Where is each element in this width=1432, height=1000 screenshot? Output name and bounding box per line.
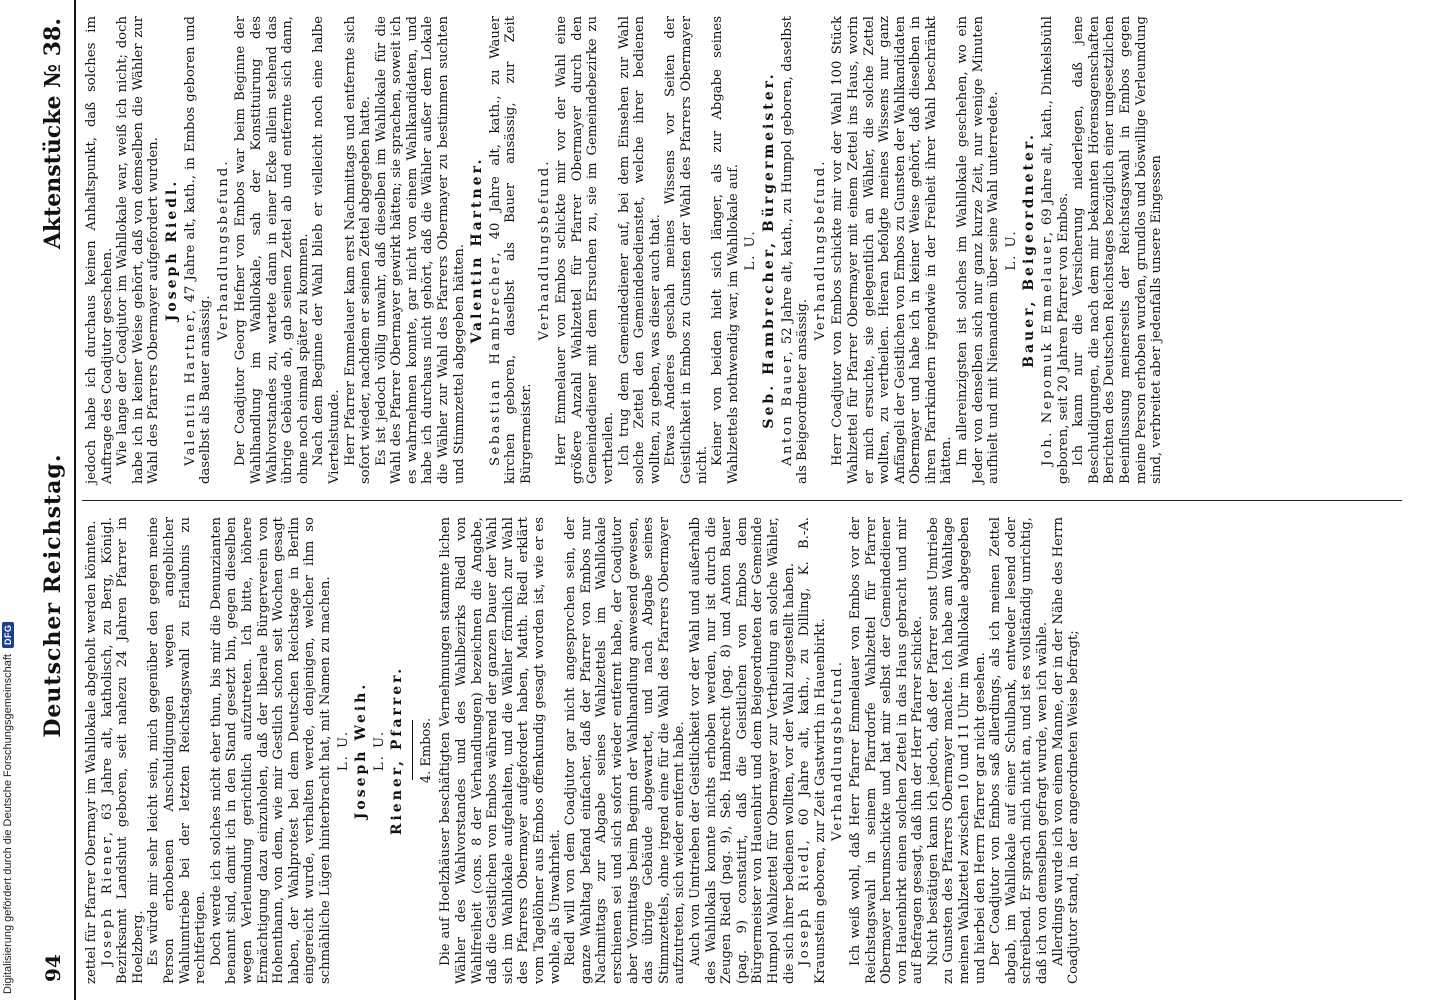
section-label: Aktenstücke № 38. [40, 18, 66, 250]
paragraph: Nicht bestätigen kann ich jedoch, daß der Pfarrer sonst Umtriebe zu Gunsten des Pfarrers Obermayer machte. Ich habe am Wahltage meinen Wahlzettel zwischen 10 und 11 Uhr im Wahllokale abgegeben und hierbei den Herrn Pfarrer gar nicht gesehen. [925, 517, 988, 984]
signature: Joseph Weih. [353, 681, 370, 820]
dfg-logo: DFG [2, 622, 14, 649]
paragraph: Allerdings wurde ich von einem Manne, der in der Nähe des Herrn Coadjutor stand, in der angeordneten Weise befragt; [1050, 517, 1082, 984]
paragraph: Nach dem Beginne der Wahl blieb er vielleicht noch eine halbe Viertelstunde. [311, 16, 342, 484]
witness-entry [183, 16, 214, 484]
paragraph: Auch von Umtrieben der Geistlichkeit vor der Wahl und außerhalb des Wahllokals konnte nichts erhoben werden, nur ist durch die Zeugen Riedl (pag. 9), Seb. Hambrecht (pag. 8) und Anton Bauer (pag. 9) constatirt, daß die Geistlichen von Embos dem Bürgermeister von Hauenbirt und dem Beigeordneten der Gemeinde Humpol Wahlzettel für Obermayer zur Vertheilung an solche Wähler, die sich ihrer bedienen wollten, vor der Wahl zugestellt haben. [687, 517, 797, 984]
seal-mark: L. U. [743, 229, 759, 271]
seal-mark: L. U. [335, 729, 351, 772]
digitization-credit [0, 0, 16, 1000]
witness-text: 60 Jahre alt, kath., zu Dilling, K. B.-A. Kraunstein geboren, zur Zeit Gastwirth in Hauenbirkt. [797, 517, 828, 984]
left-column [82, 500, 1402, 1000]
verhandlung-label: Verhandlungsbefund. [812, 159, 828, 341]
page-header [32, 0, 76, 1000]
paragraph: Etwas Anderes geschah meines Wissens vor Seiten der Geistlichkeit in Embos zu Gunsten der Wahl des Pfarrers Obermayer nicht. [663, 16, 710, 484]
witness-text: 40 Jahre alt, kath., zu Wauer kirchen geboren, daselbst als Bauer ansässig, zur Zeit Bürgermeister. [487, 15, 535, 484]
paragraph: Wie lange der Coadjutor im Wahllokale war, weiß ich nicht; doch habe ich in keiner Weise gehört, daß von demselben die Wähler zur Wahl des Pfarrers Obermayer aufgefordert wurden. [115, 16, 162, 484]
witness-text: 69 Jahre alt, kath., Dinkelsbühl geboren, seit 20 Jahren Pfarrer von Embos. [1040, 16, 1071, 484]
witness-text: 52 Jahre alt, kath., zu Humpol geboren, daselbst als Beigeordneter ansässig. [779, 16, 811, 484]
paragraph: Herr Coadjutor von Embos schickte mir vor der Wahl 100 Stück Wahlzettel für Pfarrer Obermayer mit einem Zettel ins Haus, worin er mich ersuchte, sie gelegentlich an Wähler, die solche Zettel wollten, zu vertheilen. Hieran befolgte meines Wissens nur ganz Anfängeli der Geistlichen von Embos zu Gunsten der Wahlkandidaten Obermayer und habe ich in keiner Weise gehört, daß dieselben in ihren Pfarrkindern irgendwie in der Freiheit ihrer Wahl beschränkt hätten. [830, 16, 955, 484]
verhandlung-label: Verhandlungsbefund. [536, 159, 552, 341]
paragraph: Die auf Hoelzhäuser beschäftigten Vernehmungen stammte lichen Wähler des Wahlvorstandes und des Wahlbezirks Riedl von Wahlfreiheit (cons. 8 der Verhandlungen) bezeichnen die Angabe, daß die Geistlichen von Embos während der ganzen Dauer der Wahl sich im Wahllokale aufgehalten, und die Wähler förmlich zur Wahl des Pfarrers Obermayer aufgefordert haben, Matth. Riedl erklärt vom Tagelöhner aus Embos offenkundig gesagt worden ist, wie er es wohle, als Unwahrheit. [438, 517, 563, 984]
paragraph: Der Coadjutor Georg Hefner von Embos war beim Beginne der Wahlhandlung im Wahllokale, sah der Konstituirung des Wahlvorstandes zu, wartete dann in einer Ecke allein stehend das übrige Gebäude ab, gab seinen Zettel ab und entfernte sich dann, ohne noch einmal später zu kommen. [233, 16, 311, 484]
signature: Bauer, Beigeordneter. [1021, 132, 1038, 368]
text-columns [82, 0, 1402, 1000]
paragraph: Es ist jedoch völlig unwahr, daß dieselben im Wahllokale für die Wahl des Pfarrer Obermayer gewirkt hätten; sie sprachen, soweit ich es wahrnehmen konnte, gar nicht von einem Wahlkandidaten, und habe ich durchaus nicht gehört, daß die Wähler außer dem Lokale die Wähler zur Wahl des Pfarrers Obermayer zu bestimmen suchten und Stimmzettel abgegeben hätten. [373, 16, 467, 484]
paragraph: Keiner von beiden hielt sich länger, als zur Abgabe seines Wahlzettels nothwendig war, im Wahllokale auf. [710, 16, 741, 484]
right-column [82, 0, 1402, 500]
rotated-spread [16, 0, 1416, 1000]
paragraph: Der Coadjutor von Embos saß allerdings, als ich meinen Zettel abgab, im Wahllokale auf einer Schulbank, entweder lesend oder schreibend. Er sprach mich nicht an, und ist es vollständig unrichtig, daß ich von demselben gefragt wurde, wen ich wähle. [988, 517, 1051, 984]
page-title: Deutscher Reichstag. [40, 453, 66, 738]
witness-name: Joseph Riener, [99, 829, 115, 966]
paragraph: Herr Pfarrer Emmelauer kam erst Nachmittags und entfernte sich sofort wieder, nachdem er seinen Zettel abgegeben hatte. [342, 16, 374, 484]
paragraph: Doch werde ich solches nicht eher thun, bis mir die Denunzianten benannt sind, damit ich in den Stand gesetzt bin, gegen dieselben wegen Verleumdung gerichtlich aufzutreten. Ich bitte, höhere Ermächtigung dazu einzuholen, daß der liberale Bürgerverein von Hohenthann, von dem, wie mir Gestlich schon seit Wochen gesagt haben, der Wahlprotest bei dem Deutschen Reichstage in Berlin eingereicht wurde, verhalten werde, denjenigen, welcher ihm so schmähliche Lügen hinterbracht hat, mit Namen zu machen. [208, 517, 333, 984]
page-number: 94 [41, 954, 65, 982]
seal-mark: L. U. [371, 729, 387, 772]
witness-text: 47 Jahre alt, kath., in Embos geboren und daselbst als Bauer ansässig. [182, 16, 214, 484]
seal-mark: L. U. [1003, 229, 1019, 271]
paragraph: Im allereinzigsten ist solches im Wahllokale geschehen, wo ein Jeder von denselben sich nur ganz kurze Zeit, nur wenige Minuten aufhielt und mit Niemandem über seine Wahl unterredete. [955, 16, 1002, 484]
divider [412, 721, 413, 781]
paragraph: Ich trug dem Gemeindediener auf, bei dem Einsehen zur Wahl solche Zettel den Gemeindebedienstet, welche ihrer bedienen wollten, zu geben, was dieser auch that. [616, 16, 663, 484]
credit-text: Digitalisierung gefördert durch die Deutsche Forschungsgemeinschaft [2, 654, 14, 994]
witness-name: Anton Bauer, [779, 348, 795, 466]
witness-entry [1040, 16, 1071, 484]
paragraph: Ich weiß wohl, daß Herr Pfarrer Emmelauer von Embos vor der Reichstagswahl in seinem Pfarrdorfe Wahlzettel für Pfarrer Obermayer herumschickte und hat mir selbst der Gemeindediener von Hauenbirkt einen solchen Zettel in das Haus gebracht und mir auf Befragen gesagt, daß ihn der Herr Pfarrer schicke. [847, 517, 926, 984]
witness-entry [780, 16, 811, 484]
signature: Joseph Riedl. [163, 178, 180, 322]
witness-entry [797, 517, 828, 984]
witness-name: Sebastian Hambrecher, [487, 249, 503, 466]
witness-entry [100, 517, 147, 984]
paragraph: Es würde mir sehr leicht sein, mich gegenüber den gegen meine Person erhobenen Anschuldigungen wegen angeblicher Wahlumtriebe bei der letzten Reichstagswahl zu Erlaubnis zu rechtfertigen. [146, 517, 209, 984]
witness-name: Joh. Nepomuk Emmelauer, [1040, 229, 1056, 466]
paragraph: Ich kann nur die Versicherung niederlegen, daß jene Beschuldigungen, die nach dem mir bekannten Hörensagenschaften Berichten des Deutschen Reichstages bezüglich einer ungesetzlichen Beeinflussung meinerseits der Reichstagswahl in Embos gegen meine Person erhoben wurden, grundlos und böswillige Verleumdung sind, verbreitet aber jedenfalls unsere Eingessen [1071, 16, 1165, 484]
signature: Valentin Hartner. [469, 156, 486, 344]
witness-name: Joseph Riedl, [797, 837, 813, 966]
paragraph: jedoch habe ich durchaus keinen Anhaltspunkt, daß solches im Auftrage des Coadjutor geschehen. [84, 16, 115, 484]
paragraph: zettel für Pfarrer Obermayr im Wahllokale abgeholt werden könnten. [84, 520, 99, 984]
signature: Seb. Hambrecher, Bürgermeister. [760, 71, 777, 429]
witness-text: 63 Jahre alt, katholisch, zu Berg, Königl. Bezirksamt Landshut geboren, seit nahezu 24 Jahren Pfarrer in Hoelzberg. [99, 517, 146, 984]
witness-entry [488, 16, 535, 484]
signature: Riener, Pfarrer. [389, 665, 406, 836]
paragraph: Herr Emmelauer von Embos schickte mir vor der Wahl eine größere Anzahl Wahlzettel für Pfarrer Obermayer durch den Gemeindediener mit dem Ersuchen zu, sie im Gemeindebezirke zu vertheilen. [554, 16, 616, 484]
verhandlung-label: Verhandlungsbefund. [215, 159, 231, 341]
section-heading: 4. Embos. [418, 717, 434, 784]
verhandlung-label: Verhandlungsbefund. [830, 660, 846, 841]
paragraph: Riedl will von dem Coadjutor gar nicht angesprochen sein, der ganze Wahltag befand einfacher, daß der Pfarrer von Embos nur Nachmittags zur Abgabe seines Wahlzettels im Wahllokale erschienen sei und sich sofort wieder entfernt habe, der Coadjutor aber Vormittags beim Beginn der Wahlhandlung anwesend gewesen, das übrige Gebäude abgewartet, und nach Abgabe seines Stimmzettels, ohne irgend eine für die Wahl des Pfarrers Obermayer aufzutreten, sich wieder entfernt habe. [563, 517, 688, 984]
witness-name: Valentin Hartner, [182, 307, 198, 466]
